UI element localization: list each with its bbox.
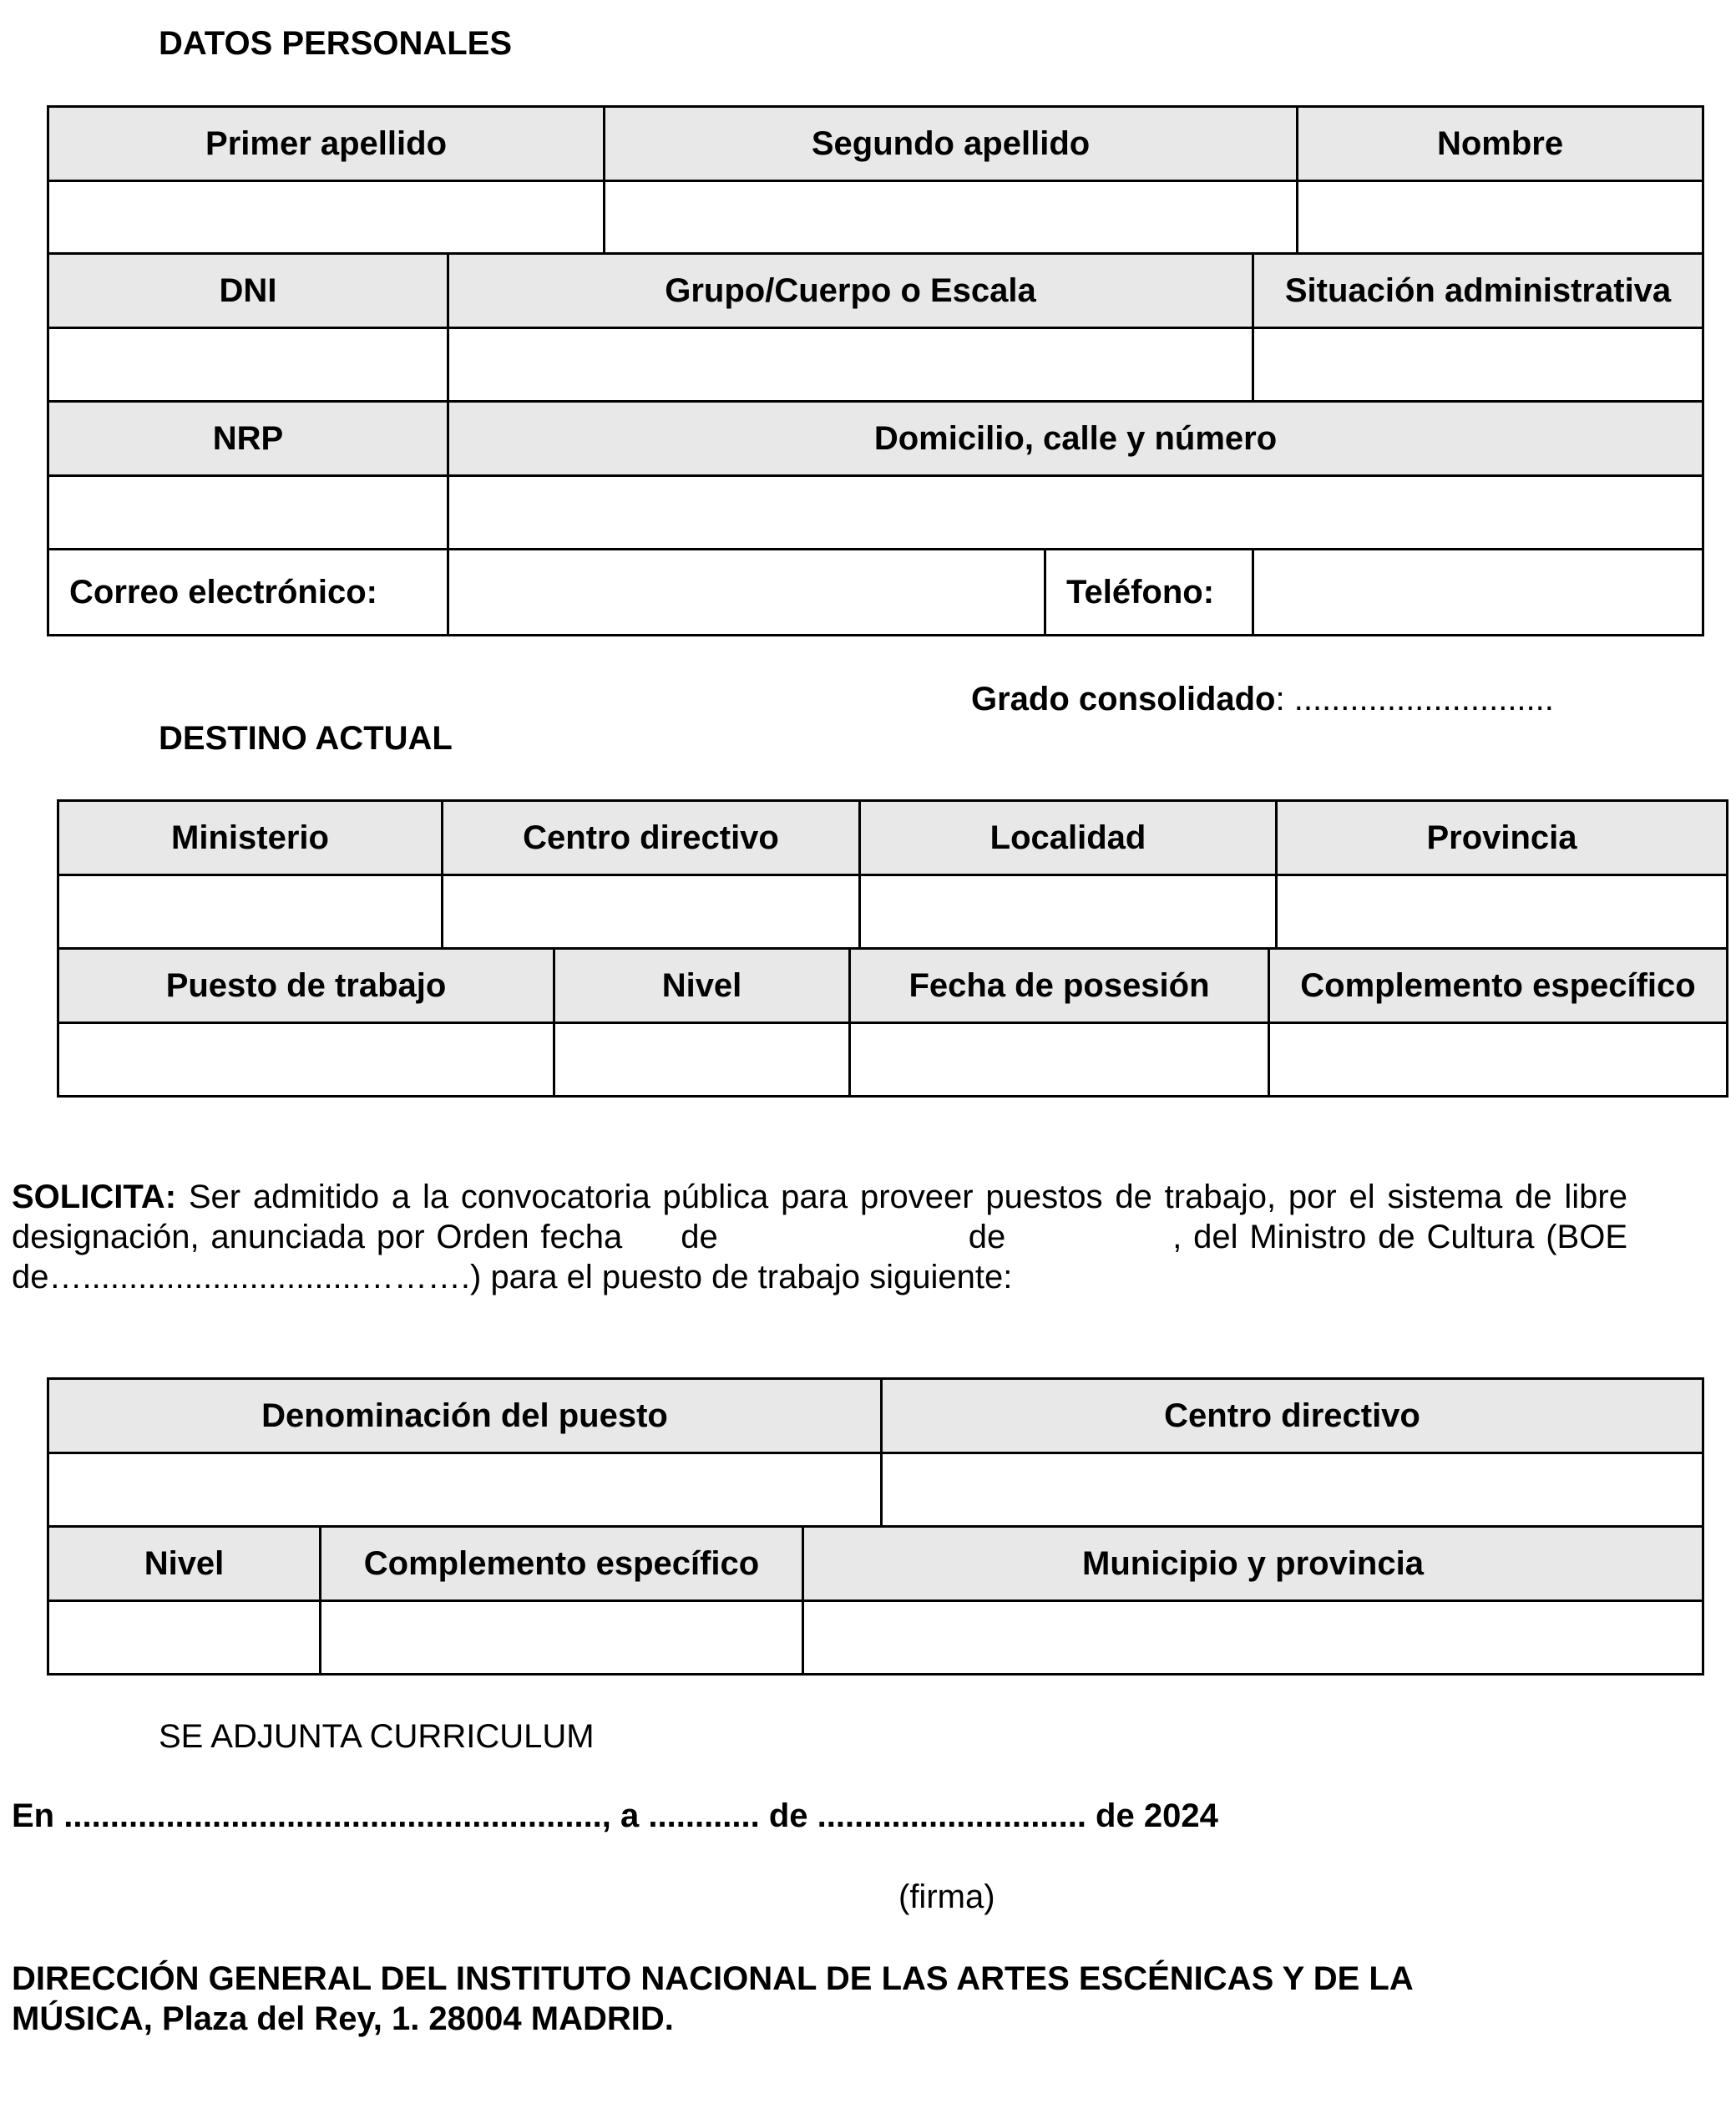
header-nivel-solicitado: Nivel: [48, 1527, 321, 1601]
header-primer-apellido: Primer apellido: [48, 107, 605, 181]
primer-apellido-input[interactable]: [49, 218, 603, 231]
ministerio-input[interactable]: [59, 912, 441, 925]
dni-input[interactable]: [49, 365, 447, 378]
header-centro-directivo: Centro directivo: [443, 801, 860, 875]
provincia-input[interactable]: [1278, 912, 1726, 925]
localidad-input[interactable]: [861, 912, 1275, 925]
solicita-label: SOLICITA:: [12, 1179, 177, 1215]
segundo-apellido-input[interactable]: [605, 218, 1296, 231]
direccion-line-1: DIRECCIÓN GENERAL DEL INSTITUTO NACIONAL DE LAS ARTES ESCÉNICAS Y DE LA: [12, 1960, 1414, 1997]
header-segundo-apellido: Segundo apellido: [605, 107, 1298, 181]
correo-input[interactable]: [449, 593, 1044, 606]
destino-table-2: [57, 947, 1728, 1098]
centro-directivo-solicitado-input[interactable]: [883, 1490, 1702, 1503]
field-localidad[interactable]: [860, 875, 1277, 949]
section-title-destino-actual: DESTINO ACTUAL: [159, 720, 453, 757]
telefono-input[interactable]: [1254, 593, 1702, 606]
puesto-solicitado-table: [47, 1377, 1704, 1528]
field-fecha-posesion[interactable]: [850, 1023, 1269, 1097]
header-centro-directivo-solicitado: Centro directivo: [882, 1379, 1703, 1453]
header-nivel-actual: Nivel: [554, 949, 850, 1023]
header-localidad: Localidad: [860, 801, 1277, 875]
header-domicilio: Domicilio, calle y número: [448, 402, 1703, 476]
header-complemento-solicitado: Complemento específico: [321, 1527, 803, 1601]
header-fecha-posesion: Fecha de posesión: [850, 949, 1269, 1023]
personal-data-table-2: [47, 252, 1704, 636]
direccion-line-2: MÚSICA, Plaza del Rey, 1. 28004 MADRID.: [12, 2000, 674, 2037]
municipio-input[interactable]: [804, 1638, 1702, 1650]
header-provincia: Provincia: [1277, 801, 1728, 875]
grupo-input[interactable]: [449, 365, 1252, 378]
field-complemento-actual[interactable]: [1269, 1023, 1728, 1097]
header-situacion: Situación administrativa: [1253, 254, 1703, 328]
header-grupo: Grupo/Cuerpo o Escala: [448, 254, 1253, 328]
centro-directivo-actual-input[interactable]: [443, 912, 858, 925]
field-denominacion[interactable]: [48, 1453, 882, 1527]
solicita-paragraph: [12, 1177, 1627, 1297]
solicita-text-1: Ser admitido a la convocatoria pública para proveer puestos de trabajo, por el sistema de libre designación, anunciada por Orden fecha: [12, 1179, 1627, 1255]
firma-label: (firma): [898, 1878, 995, 1915]
header-complemento-actual: Complemento específico: [1269, 949, 1728, 1023]
field-nombre[interactable]: [1298, 181, 1703, 255]
label-correo: Correo electrónico:: [48, 550, 448, 636]
nivel-solicitado-input[interactable]: [49, 1638, 319, 1650]
adjunta-curriculum: SE ADJUNTA CURRICULUM: [159, 1718, 595, 1755]
header-ministerio: Ministerio: [58, 801, 443, 875]
fecha-posesion-input[interactable]: [851, 1060, 1268, 1072]
domicilio-input[interactable]: [449, 513, 1702, 525]
grado-dots: : ............................: [1275, 681, 1554, 717]
complemento-actual-input[interactable]: [1270, 1060, 1726, 1072]
puesto-solicitado-table-2: [47, 1525, 1704, 1676]
section-title-datos-personales: DATOS PERSONALES: [159, 25, 513, 62]
field-grupo[interactable]: [448, 328, 1253, 402]
solicita-de-1: de: [681, 1219, 718, 1255]
fecha-line: En .........................................................., a ............ de ............................. de 2024: [12, 1797, 1218, 1834]
grado-consolidado: [971, 681, 1554, 718]
header-puesto: Puesto de trabajo: [58, 949, 554, 1023]
field-provincia[interactable]: [1277, 875, 1728, 949]
field-situacion[interactable]: [1253, 328, 1703, 402]
field-domicilio[interactable]: [448, 476, 1703, 550]
grado-label: Grado consolidado: [971, 681, 1276, 717]
direccion-block: [12, 1959, 1414, 2039]
field-dni[interactable]: [48, 328, 448, 402]
solicita-text-2: , del Ministro de Cultura (BOE de…..............................……….) para el puesto de trabajo siguiente:: [12, 1219, 1628, 1295]
label-telefono: Teléfono:: [1045, 550, 1253, 636]
header-nombre: Nombre: [1298, 107, 1703, 181]
field-nivel-solicitado[interactable]: [48, 1601, 321, 1675]
nombre-input[interactable]: [1298, 218, 1702, 231]
puesto-input[interactable]: [59, 1060, 553, 1072]
denominacion-input[interactable]: [49, 1490, 880, 1503]
field-primer-apellido[interactable]: [48, 181, 605, 255]
nivel-actual-input[interactable]: [555, 1060, 848, 1072]
header-municipio: Municipio y provincia: [803, 1527, 1703, 1601]
field-puesto[interactable]: [58, 1023, 554, 1097]
header-nrp: NRP: [48, 402, 448, 476]
situacion-input[interactable]: [1254, 365, 1702, 378]
complemento-solicitado-input[interactable]: [321, 1638, 802, 1650]
field-municipio[interactable]: [803, 1601, 1703, 1675]
field-ministerio[interactable]: [58, 875, 443, 949]
field-nrp[interactable]: [48, 476, 448, 550]
nrp-input[interactable]: [49, 513, 447, 525]
header-denominacion: Denominación del puesto: [48, 1379, 882, 1453]
field-telefono[interactable]: [1253, 550, 1703, 636]
destino-table: [57, 799, 1728, 950]
field-centro-directivo-actual[interactable]: [443, 875, 860, 949]
personal-data-table: [47, 105, 1704, 256]
field-correo[interactable]: [448, 550, 1045, 636]
field-complemento-solicitado[interactable]: [321, 1601, 803, 1675]
field-segundo-apellido[interactable]: [605, 181, 1298, 255]
field-nivel-actual[interactable]: [554, 1023, 850, 1097]
solicita-de-2: de: [968, 1219, 1006, 1255]
field-centro-directivo-solicitado[interactable]: [882, 1453, 1703, 1527]
header-dni: DNI: [48, 254, 448, 328]
